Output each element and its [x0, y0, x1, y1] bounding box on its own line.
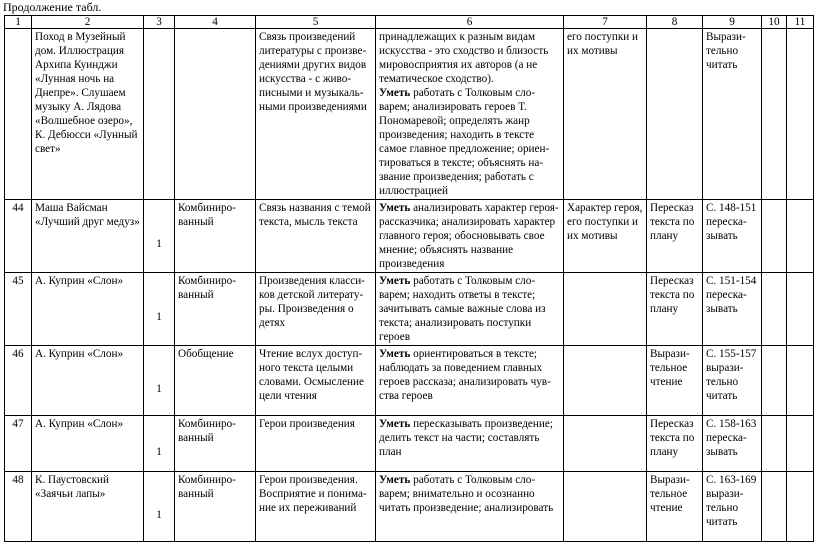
column-header: 9	[703, 16, 762, 29]
control-type: Пересказ текста по плану	[647, 200, 703, 273]
lesson-topic: А. Куприн «Слон»	[32, 346, 144, 416]
column-header: 1	[5, 16, 32, 29]
lesson-plan-table	[4, 15, 814, 542]
content-elements: Произведения класси-ков детской литерату-ры. Произведения о детях	[256, 273, 376, 346]
requirements: Уметь пересказывать произведение; делить текст на части; составлять план	[376, 416, 564, 472]
hours-count: 1	[144, 200, 175, 273]
hours-count: 1	[144, 273, 175, 346]
requirements: Уметь работать с Толковым сло-варем; находить ответы в тексте; зачитывать самые важные слова из текста; анализировать поступки героев	[376, 273, 564, 346]
personal-results	[564, 472, 647, 542]
table-row	[5, 346, 814, 416]
lesson-number: 47	[5, 416, 32, 472]
lesson-type: Комбиниро-ванный	[175, 472, 256, 542]
table-row	[5, 200, 814, 273]
table-caption: Продолжение табл.	[3, 0, 102, 14]
column-header: 4	[175, 16, 256, 29]
hours-count: 1	[144, 346, 175, 416]
empty-cell	[762, 346, 787, 416]
lesson-type: Комбиниро-ванный	[175, 416, 256, 472]
homework: Вырази-тельно читать	[703, 29, 762, 200]
lesson-topic: А. Куприн «Слон»	[32, 273, 144, 346]
lesson-type: Комбиниро-ванный	[175, 200, 256, 273]
homework: С. 155-157 вырази-тельно читать	[703, 346, 762, 416]
homework: С. 158-163 переска-зывать	[703, 416, 762, 472]
column-number-row	[5, 16, 814, 29]
lesson-topic: Поход в Музейный дом. Иллюстрация Архипа Куинджи «Лунная ночь на Днепре». Слушаем музыку А. Лядова «Волшебное озеро», К. Дебюсси «Лунный свет»	[32, 29, 144, 200]
content-elements: Чтение вслух доступ-ного текста целыми словами. Осмысление цели чтения	[256, 346, 376, 416]
lesson-type: Комбиниро-ванный	[175, 273, 256, 346]
empty-cell	[787, 346, 814, 416]
table-row	[5, 273, 814, 346]
lesson-number: 48	[5, 472, 32, 542]
requirements: Уметь работать с Толковым сло-варем; внимательно и осознанно читать произведение; анализировать	[376, 472, 564, 542]
column-header: 3	[144, 16, 175, 29]
control-type: Пересказ текста по плану	[647, 273, 703, 346]
table-row	[5, 472, 814, 542]
lesson-number	[5, 29, 32, 200]
empty-cell	[787, 416, 814, 472]
column-header: 11	[787, 16, 814, 29]
lesson-type: Обобщение	[175, 346, 256, 416]
column-header: 5	[256, 16, 376, 29]
hours-count: 1	[144, 416, 175, 472]
homework: С. 163-169 вырази-тельно читать	[703, 472, 762, 542]
control-type: Пересказ текста по плану	[647, 416, 703, 472]
requirements: Уметь анализировать характер героя-рассказчика; анализировать характер главного героя; обосновывать свое мнение; объяснять название произведения	[376, 200, 564, 273]
content-elements: Связь произведений литературы с произве-дениями других видов искусства - с живо-писными и музыкаль-ными произведениями	[256, 29, 376, 200]
content-elements: Связь названия с темой текста, мысль текста	[256, 200, 376, 273]
empty-cell	[762, 416, 787, 472]
lesson-number: 45	[5, 273, 32, 346]
table-row	[5, 29, 814, 200]
lesson-type	[175, 29, 256, 200]
column-header: 7	[564, 16, 647, 29]
empty-cell	[762, 273, 787, 346]
lesson-topic: К. Паустовский «Заячьи лапы»	[32, 472, 144, 542]
personal-results	[564, 416, 647, 472]
personal-results	[564, 346, 647, 416]
homework: С. 151-154 переска-зывать	[703, 273, 762, 346]
empty-cell	[787, 273, 814, 346]
lesson-number: 46	[5, 346, 32, 416]
personal-results: его поступки и их мотивы	[564, 29, 647, 200]
empty-cell	[762, 29, 787, 200]
personal-results: Характер героя, его поступки и их мотивы	[564, 200, 647, 273]
hours-count	[144, 29, 175, 200]
table-row	[5, 416, 814, 472]
control-type	[647, 29, 703, 200]
control-type: Вырази-тельное чтение	[647, 346, 703, 416]
lesson-topic: А. Куприн «Слон»	[32, 416, 144, 472]
hours-count: 1	[144, 472, 175, 542]
column-header: 2	[32, 16, 144, 29]
lesson-number: 44	[5, 200, 32, 273]
requirements: принадлежащих к разным видам искусства - это сходство и близость мировосприятия их авторов (а не тематическое сходство). Уметь работать с Толковым сло-варем; анализировать героев Т. Пономаревой; определять жанр произведения; находить в тексте самое главное предложение; ориен-тироваться в тексте; объяснять на-звание произведения; работать с иллюстрацией	[376, 29, 564, 200]
control-type: Вырази-тельное чтение	[647, 472, 703, 542]
column-header: 10	[762, 16, 787, 29]
content-elements: Герои произведения	[256, 416, 376, 472]
requirements: Уметь ориентироваться в тексте; наблюдать за поведением главных героев рассказа; анализировать чув-ства героев	[376, 346, 564, 416]
empty-cell	[762, 472, 787, 542]
homework: С. 148-151 переска-зывать	[703, 200, 762, 273]
lesson-topic: Маша Вайсман «Лучший друг медуз»	[32, 200, 144, 273]
personal-results	[564, 273, 647, 346]
column-header: 6	[376, 16, 564, 29]
empty-cell	[787, 472, 814, 542]
empty-cell	[787, 29, 814, 200]
empty-cell	[787, 200, 814, 273]
content-elements: Герои произведения. Восприятие и понима-ние их переживаний	[256, 472, 376, 542]
column-header: 8	[647, 16, 703, 29]
empty-cell	[762, 200, 787, 273]
